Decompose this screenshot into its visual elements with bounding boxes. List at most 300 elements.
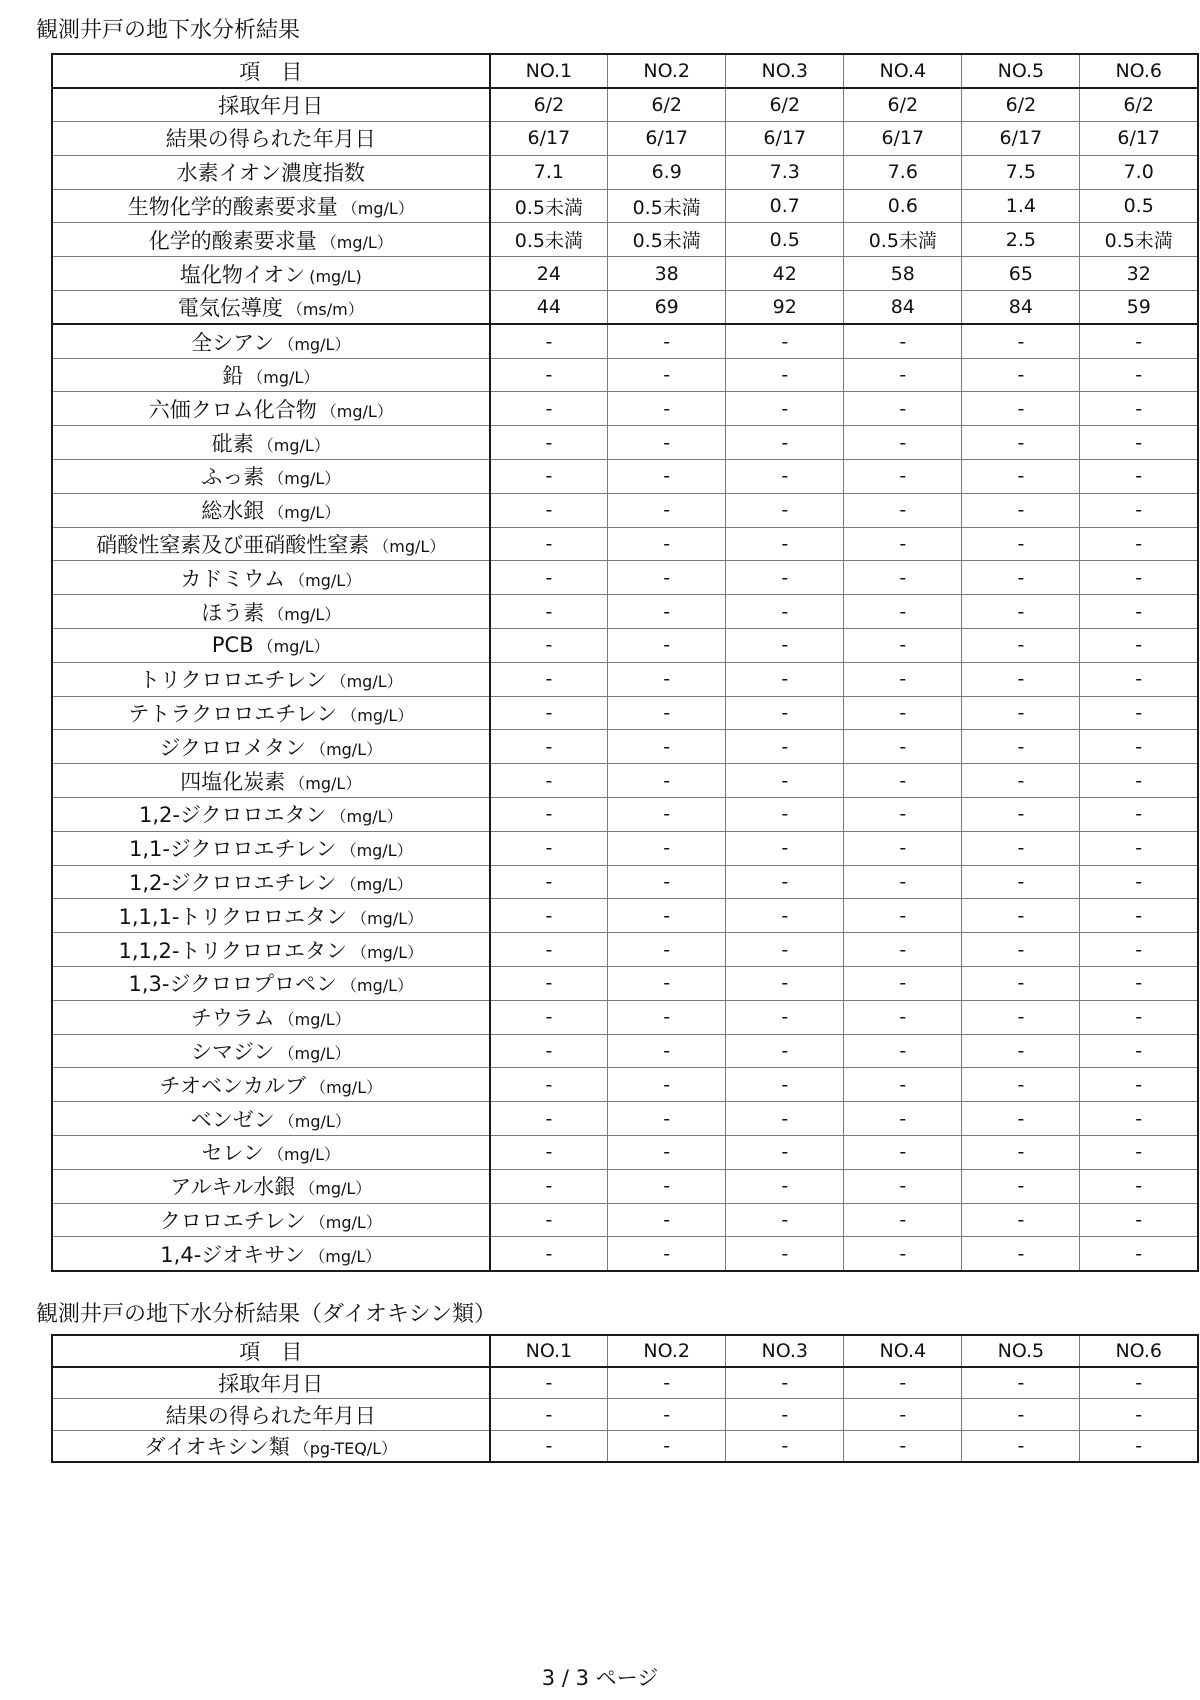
item-name: アルキル水銀	[170, 1175, 296, 1200]
value-cell: -	[1080, 1169, 1198, 1203]
value-cell: -	[962, 595, 1080, 629]
value-cell: 2.5	[962, 223, 1080, 257]
item-name-cell	[52, 1068, 490, 1102]
value-cell: -	[608, 831, 726, 865]
item-name-cell	[52, 764, 490, 798]
table-row	[52, 1367, 1198, 1399]
value-cell: -	[726, 1034, 844, 1068]
value-cell: -	[962, 1068, 1080, 1102]
item-name-cell	[52, 426, 490, 460]
item-unit: （mg/L）	[330, 672, 403, 692]
item-name: 結果の得られた年月日	[165, 127, 376, 152]
value-cell: -	[490, 696, 608, 730]
item-name-cell	[52, 1367, 490, 1399]
table-row	[52, 88, 1198, 122]
table-row	[52, 1169, 1198, 1203]
value-cell: 6/17	[490, 122, 608, 156]
value-cell: -	[608, 1399, 726, 1431]
table-row	[52, 595, 1198, 629]
value-cell: -	[844, 662, 962, 696]
value-cell: -	[962, 392, 1080, 426]
value-cell: -	[490, 324, 608, 358]
value-cell: -	[490, 460, 608, 494]
table-row	[52, 493, 1198, 527]
item-name: 総水銀	[201, 499, 265, 524]
value-cell: -	[1080, 764, 1198, 798]
item-unit: （mg/L）	[309, 1212, 382, 1232]
value-cell: -	[844, 899, 962, 933]
value-cell: -	[962, 460, 1080, 494]
value-cell: -	[962, 967, 1080, 1001]
item-name: ジクロロメタン	[159, 735, 307, 760]
value-cell: -	[726, 730, 844, 764]
item-unit: （mg/L）	[341, 199, 414, 219]
table-row	[52, 764, 1198, 798]
value-cell: -	[962, 1034, 1080, 1068]
value-cell: -	[490, 595, 608, 629]
item-unit: （mg/L）	[351, 942, 424, 962]
value-cell: -	[726, 967, 844, 1001]
value-cell: -	[844, 392, 962, 426]
value-cell: -	[490, 865, 608, 899]
value-cell: -	[844, 1237, 962, 1271]
item-name: 1,4-ジオキサン	[160, 1242, 306, 1267]
value-cell: -	[1080, 324, 1198, 358]
item-unit: （mg/L）	[351, 908, 424, 928]
item-unit: （mg/L）	[268, 469, 341, 489]
value-cell: -	[608, 1367, 726, 1399]
value-cell: -	[726, 1237, 844, 1271]
value-cell: 0.5未満	[490, 189, 608, 223]
value-cell: 7.1	[490, 155, 608, 189]
value-cell: -	[844, 493, 962, 527]
item-name-cell	[52, 460, 490, 494]
value-cell: -	[1080, 798, 1198, 832]
value-cell: -	[726, 358, 844, 392]
value-cell: -	[726, 1203, 844, 1237]
value-cell: -	[726, 527, 844, 561]
value-cell: -	[608, 1102, 726, 1136]
value-cell: 24	[490, 257, 608, 291]
value-cell: -	[608, 324, 726, 358]
value-cell: 6/2	[962, 88, 1080, 122]
value-cell: -	[1080, 595, 1198, 629]
value-cell: -	[608, 1203, 726, 1237]
item-name-cell	[52, 967, 490, 1001]
item-name: チオベンカルブ	[159, 1073, 307, 1098]
item-name-cell	[52, 696, 490, 730]
item-name-cell	[52, 493, 490, 527]
value-cell: -	[490, 1068, 608, 1102]
value-cell: -	[1080, 460, 1198, 494]
item-unit: (mg/L)	[309, 266, 362, 286]
value-cell: 6/2	[490, 88, 608, 122]
value-cell: -	[726, 392, 844, 426]
value-cell: -	[1080, 1367, 1198, 1399]
value-cell: 0.5未満	[608, 223, 726, 257]
value-cell: -	[490, 1000, 608, 1034]
column-header-cell: NO.3	[726, 54, 844, 88]
value-cell: -	[962, 798, 1080, 832]
value-cell: -	[962, 426, 1080, 460]
value-cell: 42	[726, 257, 844, 291]
column-header-cell: NO.4	[844, 54, 962, 88]
item-name-cell	[52, 865, 490, 899]
value-cell: -	[726, 764, 844, 798]
value-cell: -	[726, 831, 844, 865]
value-cell: 6/17	[726, 122, 844, 156]
item-unit: （mg/L）	[340, 841, 413, 861]
item-unit: （ms/m）	[286, 300, 364, 320]
value-cell: -	[608, 1068, 726, 1102]
value-cell: -	[962, 493, 1080, 527]
item-name: 結果の得られた年月日	[165, 1403, 376, 1428]
value-cell: -	[608, 595, 726, 629]
item-name: ダイオキシン類	[144, 1435, 290, 1460]
value-cell: -	[726, 1136, 844, 1170]
value-cell: -	[962, 831, 1080, 865]
item-name: 1,3-ジクロロプロペン	[128, 972, 338, 997]
value-cell: -	[608, 967, 726, 1001]
value-cell: -	[1080, 1399, 1198, 1431]
column-header-cell: NO.4	[844, 1335, 962, 1367]
value-cell: -	[844, 629, 962, 663]
value-cell: 6/17	[962, 122, 1080, 156]
item-name: 1,2-ジクロロエチレン	[128, 871, 337, 896]
value-cell: -	[608, 1000, 726, 1034]
value-cell: -	[1080, 1431, 1198, 1463]
item-name-cell	[52, 1034, 490, 1068]
item-name: 1,1-ジクロロエチレン	[128, 837, 337, 862]
value-cell: -	[962, 696, 1080, 730]
column-header-cell: NO.2	[608, 54, 726, 88]
value-cell: -	[1080, 629, 1198, 663]
value-cell: -	[608, 527, 726, 561]
value-cell: -	[1080, 1068, 1198, 1102]
item-name: シマジン	[191, 1040, 275, 1064]
item-name-cell	[52, 223, 490, 257]
item-name: 六価クロム化合物	[148, 397, 317, 422]
item-name-cell	[52, 1399, 490, 1431]
value-cell: 69	[608, 291, 726, 325]
value-cell: -	[1080, 933, 1198, 967]
value-cell: -	[844, 967, 962, 1001]
item-name-cell	[52, 561, 490, 595]
value-cell: -	[1080, 865, 1198, 899]
value-cell: -	[726, 1367, 844, 1399]
value-cell: -	[490, 899, 608, 933]
value-cell: -	[844, 426, 962, 460]
value-cell: -	[962, 933, 1080, 967]
value-cell: -	[608, 426, 726, 460]
item-name: 砒素	[211, 431, 254, 456]
item-unit: （mg/L）	[309, 1246, 382, 1266]
value-cell: -	[726, 1169, 844, 1203]
table-row	[52, 798, 1198, 832]
item-name-cell	[52, 1431, 490, 1463]
value-cell: 6/2	[1080, 88, 1198, 122]
item-name-cell	[52, 291, 490, 325]
table-header-row	[52, 1335, 1198, 1367]
value-cell: -	[490, 1237, 608, 1271]
value-cell: -	[608, 392, 726, 426]
value-cell: -	[844, 324, 962, 358]
value-cell: -	[608, 1034, 726, 1068]
item-unit: （mg/L）	[268, 503, 341, 523]
item-unit: （mg/L）	[330, 807, 403, 827]
value-cell: -	[726, 426, 844, 460]
table-row	[52, 899, 1198, 933]
item-name-cell	[52, 798, 490, 832]
item-name: 四塩化炭素	[180, 769, 286, 794]
item-unit: （pg-TEQ/L）	[293, 1439, 398, 1459]
value-cell: -	[726, 1000, 844, 1034]
value-cell: -	[608, 460, 726, 494]
item-name: 化学的酸素要求量	[148, 228, 317, 253]
value-cell: -	[726, 696, 844, 730]
value-cell: -	[962, 1237, 1080, 1271]
value-cell: -	[726, 1102, 844, 1136]
value-cell: -	[1080, 899, 1198, 933]
value-cell: -	[962, 561, 1080, 595]
value-cell: -	[1080, 1102, 1198, 1136]
table-row	[52, 1034, 1198, 1068]
value-cell: -	[1080, 1000, 1198, 1034]
table-row	[52, 730, 1198, 764]
column-header-cell: NO.5	[962, 54, 1080, 88]
item-unit: （mg/L）	[278, 334, 351, 354]
value-cell: -	[962, 764, 1080, 798]
item-name-cell	[52, 831, 490, 865]
item-unit: （mg/L）	[289, 773, 362, 793]
value-cell: -	[844, 1367, 962, 1399]
value-cell: -	[962, 1102, 1080, 1136]
value-cell: -	[608, 1169, 726, 1203]
item-name: ほう素	[201, 600, 265, 625]
value-cell: -	[490, 933, 608, 967]
value-cell: -	[490, 527, 608, 561]
item-name: チウラム	[190, 1006, 275, 1031]
value-cell: -	[608, 798, 726, 832]
table-row	[52, 460, 1198, 494]
item-name: トリクロロエチレン	[138, 668, 327, 693]
value-cell: 0.5未満	[1080, 223, 1198, 257]
item-name: クロロエチレン	[159, 1208, 306, 1233]
value-cell: -	[490, 1399, 608, 1431]
table-row	[52, 1237, 1198, 1271]
value-cell: -	[844, 595, 962, 629]
value-cell: -	[1080, 696, 1198, 730]
groundwater-analysis-table	[51, 53, 1199, 1272]
value-cell: -	[726, 324, 844, 358]
value-cell: -	[962, 1399, 1080, 1431]
item-name: ふっ素	[201, 465, 265, 490]
item-name-cell	[52, 88, 490, 122]
table-row	[52, 291, 1198, 325]
value-cell: -	[608, 629, 726, 663]
value-cell: -	[1080, 1136, 1198, 1170]
value-cell: -	[844, 358, 962, 392]
table-row	[52, 1431, 1198, 1463]
item-name-cell	[52, 392, 490, 426]
value-cell: -	[844, 764, 962, 798]
value-cell: 7.6	[844, 155, 962, 189]
value-cell: -	[608, 1237, 726, 1271]
value-cell: -	[844, 730, 962, 764]
value-cell: -	[962, 865, 1080, 899]
value-cell: -	[844, 1203, 962, 1237]
value-cell: -	[608, 865, 726, 899]
value-cell: -	[844, 831, 962, 865]
table-row	[52, 257, 1198, 291]
item-unit: （mg/L）	[268, 604, 341, 624]
item-unit: （mg/L）	[373, 537, 446, 557]
value-cell: -	[1080, 358, 1198, 392]
table-row	[52, 122, 1198, 156]
value-cell: 6/2	[726, 88, 844, 122]
value-cell: -	[490, 764, 608, 798]
value-cell: -	[844, 460, 962, 494]
table-row	[52, 426, 1198, 460]
value-cell: -	[608, 933, 726, 967]
item-name-cell	[52, 189, 490, 223]
value-cell: 7.0	[1080, 155, 1198, 189]
value-cell: -	[608, 696, 726, 730]
value-cell: -	[490, 798, 608, 832]
value-cell: 6/17	[1080, 122, 1198, 156]
value-cell: -	[844, 561, 962, 595]
item-unit: （mg/L）	[257, 435, 330, 455]
column-header-cell: NO.6	[1080, 54, 1198, 88]
value-cell: -	[1080, 662, 1198, 696]
table-row	[52, 1102, 1198, 1136]
item-name-cell	[52, 730, 490, 764]
value-cell: 7.5	[962, 155, 1080, 189]
item-name: 採取年月日	[218, 1372, 324, 1397]
table-row	[52, 527, 1198, 561]
value-cell: -	[962, 662, 1080, 696]
item-unit: （mg/L）	[320, 401, 393, 421]
value-cell: -	[844, 1169, 962, 1203]
item-name-cell	[52, 527, 490, 561]
value-cell: -	[844, 1136, 962, 1170]
value-cell: -	[490, 1034, 608, 1068]
value-cell: -	[726, 1399, 844, 1431]
value-cell: -	[726, 629, 844, 663]
item-name-cell	[52, 1102, 490, 1136]
item-unit: （mg/L）	[341, 706, 414, 726]
table-row	[52, 1000, 1198, 1034]
item-name: PCB	[211, 633, 254, 658]
table-row	[52, 933, 1198, 967]
value-cell: -	[1080, 967, 1198, 1001]
value-cell: -	[608, 1136, 726, 1170]
value-cell: -	[490, 1169, 608, 1203]
item-header-cell: 項 目	[52, 54, 490, 88]
item-unit: （mg/L）	[289, 570, 362, 590]
value-cell: -	[608, 493, 726, 527]
value-cell: -	[844, 865, 962, 899]
value-cell: 6/2	[608, 88, 726, 122]
value-cell: -	[844, 1068, 962, 1102]
table-row	[52, 155, 1198, 189]
table-row	[52, 561, 1198, 595]
value-cell: -	[490, 392, 608, 426]
value-cell: -	[490, 629, 608, 663]
item-name: 1,1,1-トリクロロエタン	[118, 904, 348, 929]
item-name: 全シアン	[191, 330, 275, 355]
value-cell: -	[490, 493, 608, 527]
value-cell: -	[1080, 527, 1198, 561]
item-unit: （mg/L）	[268, 1145, 341, 1165]
item-unit: （mg/L）	[278, 1044, 351, 1063]
item-name-cell	[52, 933, 490, 967]
value-cell: 1.4	[962, 189, 1080, 223]
dioxin-analysis-table	[51, 1334, 1199, 1463]
item-unit: （mg/L）	[247, 368, 320, 388]
item-name-cell	[52, 324, 490, 358]
item-name: テトラクロロエチレン	[128, 702, 338, 727]
value-cell: -	[490, 967, 608, 1001]
value-cell: 0.7	[726, 189, 844, 223]
table-row	[52, 189, 1198, 223]
value-cell: -	[726, 933, 844, 967]
value-cell: -	[726, 460, 844, 494]
value-cell: -	[490, 1431, 608, 1463]
value-cell: 59	[1080, 291, 1198, 325]
item-name-cell	[52, 358, 490, 392]
column-header-cell: NO.5	[962, 1335, 1080, 1367]
value-cell: -	[962, 629, 1080, 663]
value-cell: -	[844, 1034, 962, 1068]
value-cell: 0.5未満	[490, 223, 608, 257]
value-cell: -	[962, 730, 1080, 764]
value-cell: -	[1080, 1034, 1198, 1068]
value-cell: -	[726, 865, 844, 899]
value-cell: -	[726, 798, 844, 832]
table-row	[52, 392, 1198, 426]
item-name: 電気伝導度	[177, 296, 283, 321]
value-cell: -	[844, 798, 962, 832]
table-row	[52, 629, 1198, 663]
value-cell: -	[962, 358, 1080, 392]
table-row	[52, 223, 1198, 257]
value-cell: -	[726, 1068, 844, 1102]
value-cell: 0.5	[1080, 189, 1198, 223]
value-cell: -	[1080, 426, 1198, 460]
value-cell: -	[726, 899, 844, 933]
item-header-cell: 項 目	[52, 1335, 490, 1367]
value-cell: -	[608, 1431, 726, 1463]
table-row	[52, 662, 1198, 696]
value-cell: -	[490, 1102, 608, 1136]
value-cell: -	[1080, 831, 1198, 865]
table-row	[52, 865, 1198, 899]
item-unit: （mg/L）	[320, 232, 393, 252]
column-header-cell: NO.1	[490, 1335, 608, 1367]
value-cell: -	[608, 561, 726, 595]
item-name: 水素イオン濃度指数	[176, 161, 365, 186]
value-cell: -	[490, 730, 608, 764]
value-cell: -	[726, 493, 844, 527]
value-cell: 84	[844, 291, 962, 325]
value-cell: -	[608, 764, 726, 798]
value-cell: -	[844, 1431, 962, 1463]
value-cell: -	[490, 561, 608, 595]
item-unit: （mg/L）	[278, 1010, 351, 1030]
item-name: カドミウム	[180, 566, 286, 591]
column-header-cell: NO.2	[608, 1335, 726, 1367]
